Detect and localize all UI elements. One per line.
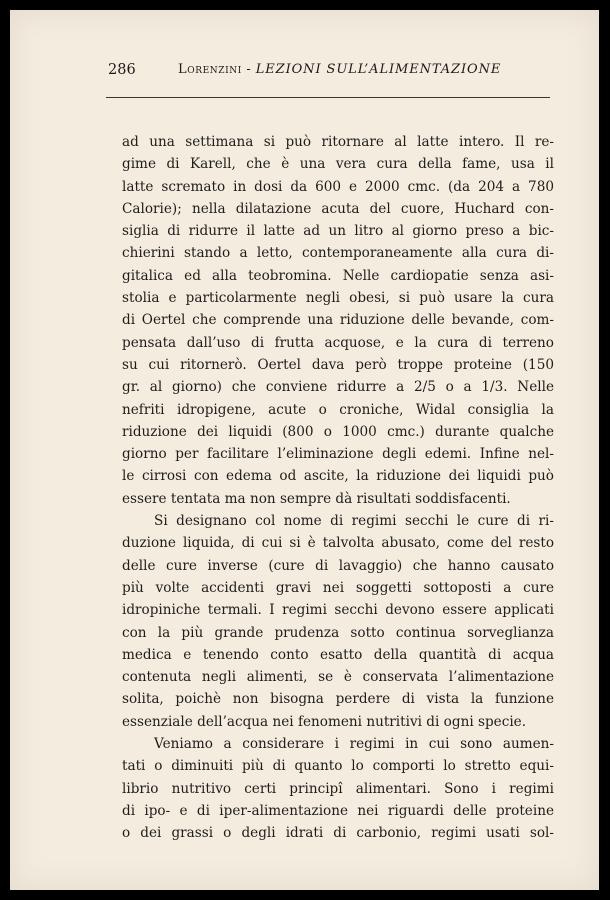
text-line: più volte accidenti gravi nei soggetti sottoposti a cure [122,579,554,596]
text-line: o dei grassi o degli idrati di carbonio, regimi usati sol- [122,825,554,842]
title-separator: - [241,62,256,77]
author-name: Lorenzini [178,62,242,77]
book-title: LEZIONI SULL’ALIMENTAZIONE [255,62,502,77]
paragraph [122,510,554,733]
text-line: medica e tenendo conto esatto della quantità di acqua [122,646,554,663]
text-line: essenziale dell’acqua nei fenomeni nutritivi di ogni specie. [122,713,527,730]
page-number: 286 [108,62,136,78]
text-line: Calorie); nella dilatazione acuta del cuore, Huchard con- [122,200,554,217]
text-line: con la più grande prudenza sotto continua sorveglianza [122,624,554,641]
text-line: giorno per facilitare l’eliminazione degli edemi. Infine nel- [122,446,554,463]
text-line: gime di Karell, che è una vera cura della fame, usa il [122,156,554,173]
text-line: pensata dall’uso di frutta acquose, e la cura di terreno [122,334,554,351]
text-line: duzione liquida, di cui si è talvolta abusato, come del resto [122,535,554,552]
text-line: Si designano col nome di regimi secchi le cure di ri- [154,513,554,530]
text-line: siglia di ridurre il latte ad un litro al giorno preso a bic- [122,223,554,240]
body-text [122,131,554,845]
paragraph [122,131,554,510]
text-line: riduzione dei liquidi (800 o 1000 cmc.) durante qualche [122,423,554,440]
text-line: ad una settimana si può ritornare al latte intero. Il re- [122,134,554,150]
text-line: essere tentata ma non sempre dà risultati soddisfacenti. [122,490,511,507]
text-line: su cui ritornerò. Oertel dava però troppe proteine (150 [122,356,554,373]
paragraph [122,733,554,844]
text-line: librio nutritivo certi principî alimentari. Sono i regimi [122,780,554,797]
page-header [108,62,548,88]
text-line: le cirrosi con edema od ascite, la riduzione dei liquidi può [122,468,554,485]
text-line: solita, poichè non bisogna perdere di vista la funzione [122,691,554,708]
book-page [10,10,599,890]
text-line: idropiniche termali. I regimi secchi devono essere applicati [122,602,554,619]
text-line: latte scremato in dosi da 600 e 2000 cmc. (da 204 a 780 [122,178,554,195]
text-line: chierini stando a letto, contemporaneamente alla cura di- [122,245,554,262]
text-line: tati o diminuiti più di quanto lo comporti lo stretto equi- [122,758,554,775]
text-line: contenuta negli alimenti, se è conservata l’alimentazione [122,669,554,686]
text-line: gitalica ed alla teobromina. Nelle cardiopatie senza asi- [122,267,554,284]
text-line: delle cure inverse (cure di lavaggio) che hanno causato [122,557,554,574]
text-line: Veniamo a considerare i regimi in cui sono aumen- [154,736,554,753]
text-line: di Oertel che comprende una riduzione delle bevande, com- [122,312,554,329]
header-rule [106,97,550,98]
text-line: nefriti idropigene, acute o croniche, Widal consiglia la [122,401,554,418]
text-line: di ipo- e di iper-alimentazione nei riguardi delle proteine [122,802,554,819]
text-line: gr. al giorno) che conviene ridurre a 2/5 o a 1/3. Nelle [122,379,554,396]
running-title [178,62,501,77]
text-line: stolia e particolarmente negli obesi, si può usare la cura [122,290,554,307]
